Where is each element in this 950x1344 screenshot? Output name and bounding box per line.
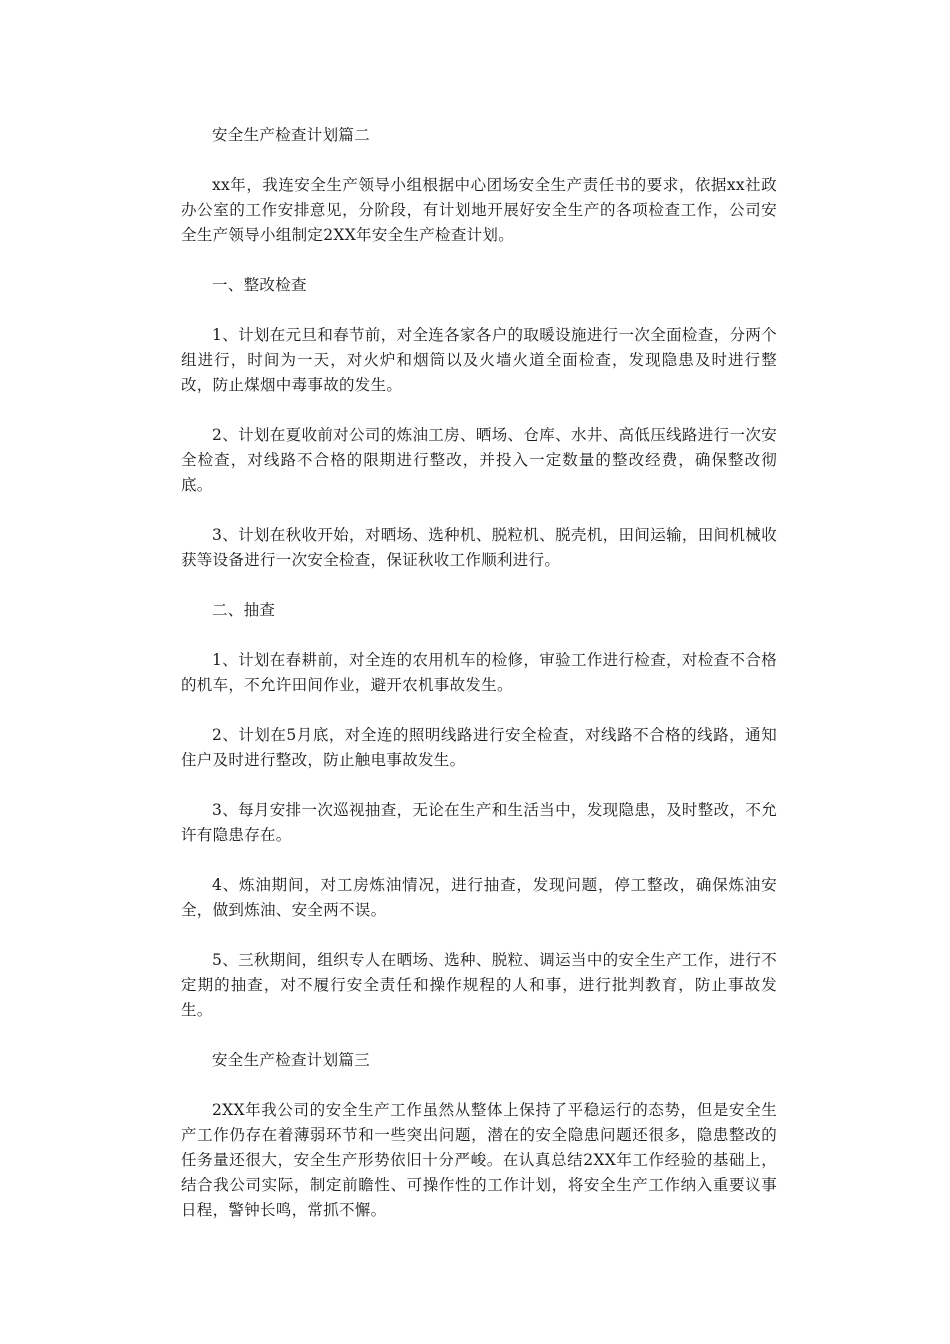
list-item: 3、计划在秋收开始，对晒场、选种机、脱粒机、脱壳机，田间运输，田间机械收获等设备进行一次安全检查，保证秋收工作顺利进行。 <box>181 526 777 569</box>
section-heading-spot-check: 二、抽查 <box>212 601 276 619</box>
list-item: 3、每月安排一次巡视抽查，无论在生产和生活当中，发现隐患，及时整改，不允许有隐患存在。 <box>181 801 777 844</box>
list-item: 1、计划在元旦和春节前，对全连各家各户的取暖设施进行一次全面检查，分两个组进行，时间为一天，对火炉和烟筒以及火墙火道全面检查，发现隐患及时进行整改，防止煤烟中毒事故的发生。 <box>181 326 777 394</box>
intro-paragraph: xx年，我连安全生产领导小组根据中心团场安全生产责任书的要求，依据xx社政办公室的工作安排意见，分阶段，有计划地开展好安全生产的各项检查工作，公司安全生产领导小组制定2XX年安全生产检查计划。 <box>181 176 777 244</box>
document-body <box>181 123 777 1248</box>
section-title: 安全生产检查计划篇二 <box>212 126 371 144</box>
list-item: 4、炼油期间，对工房炼油情况，进行抽查，发现问题，停工整改，确保炼油安全，做到炼油、安全两不误。 <box>181 876 777 919</box>
intro-paragraph: 2XX年我公司的安全生产工作虽然从整体上保持了平稳运行的态势，但是安全生产工作仍存在着薄弱环节和一些突出问题，潜在的安全隐患问题还很多，隐患整改的任务量还很大，安全生产形势依旧十分严峻。在认真总结2XX年工作经验的基础上，结合我公司实际，制定前瞻性、可操作性的工作计划，将安全生产工作纳入重要议事日程，警钟长鸣，常抓不懈。 <box>181 1101 777 1219</box>
section-heading-rectification: 一、整改检查 <box>212 276 307 294</box>
list-item: 5、三秋期间，组织专人在晒场、选种、脱粒、调运当中的安全生产工作，进行不定期的抽查，对不履行安全责任和操作规程的人和事，进行批判教育，防止事故发生。 <box>181 951 777 1019</box>
list-item: 1、计划在春耕前，对全连的农用机车的检修，审验工作进行检查，对检查不合格的机车，不允许田间作业，避开农机事故发生。 <box>181 651 777 694</box>
list-item: 2、计划在5月底，对全连的照明线路进行安全检查，对线路不合格的线路，通知住户及时进行整改，防止触电事故发生。 <box>181 726 777 769</box>
section-title: 安全生产检查计划篇三 <box>212 1051 371 1069</box>
list-item: 2、计划在夏收前对公司的炼油工房、晒场、仓库、水井、高低压线路进行一次安全检查，对线路不合格的限期进行整改，并投入一定数量的整改经费，确保整改彻底。 <box>181 426 777 494</box>
